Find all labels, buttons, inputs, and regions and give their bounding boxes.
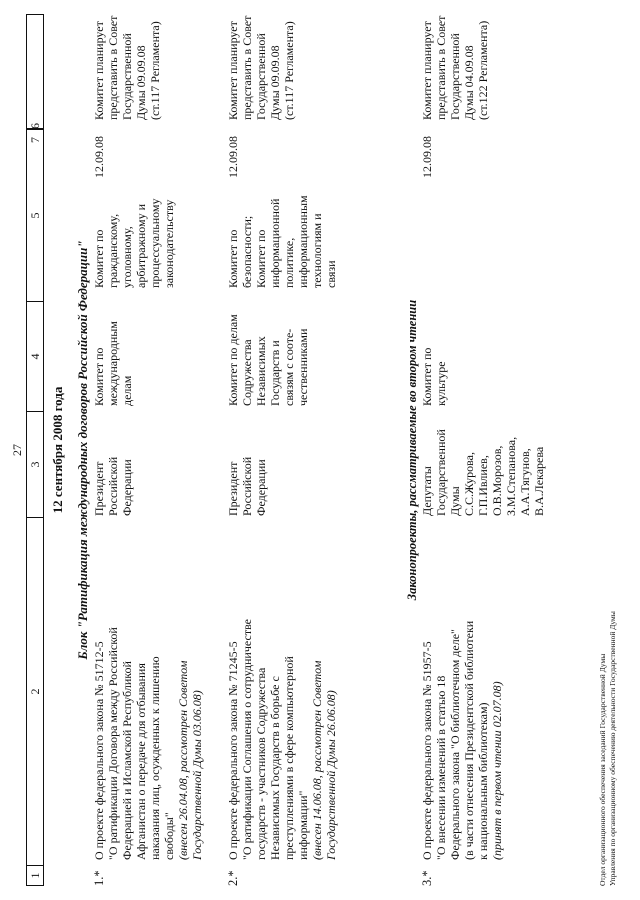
row-3-date: 12.09.08 [420,136,434,178]
row-3-initiator: Депутаты Государственной Думы С.С.Журова, Г.П.Ивлиев, О.В.Морозов, З.М.Степанова, А.А.Тягунов, В.А.Лекарева [420,429,546,516]
row-2-plan: Комитет планирует представить в Совет Государственной Думы 09.09.08 (ст.117 Регламента) [226,15,296,120]
page-number: 27 [10,444,24,456]
table-header [26,14,44,886]
row-2-note: (внесен 14.06.08, рассмотрен Советом Государственной Думы 26.06.08) [310,660,338,860]
row-1-note: (внесен 26.04.08, рассмотрен Советом Государственной Думы 03.06.08) [176,660,204,860]
block-heading: Блок "Ратификация международных договоров Российской Федерации" [75,240,90,660]
row-1-plan: Комитет планирует представить в Совет Государственной Думы 09.09.08 (ст.117 Регламента) [92,15,162,120]
header-col-1: 1 [27,865,43,885]
header-col-7: 7 [28,137,42,143]
footer-line-2: Управления по организационному обеспечению деятельности Государственной Думы [608,611,617,886]
row-2-title: О проекте федерального закона № 71245-5 "О ратификации Соглашения о сотрудничестве государств - участников Содружества Независимых Государств в борьбе с преступлениями в сфере компьютерной информации" [226,619,310,860]
row-1-date: 12.09.08 [92,136,106,178]
header-col-5: 5 [27,129,43,301]
footer-line-1: Отдел организационного обеспечения заседаний Государственной Думы [598,653,607,886]
row-1-initiator: Президент Российской Федерации [92,456,134,516]
row-2-number: 2.* [226,870,240,886]
row-2-initiator: Президент Российской Федерации [226,456,268,516]
row-3-note: (принят в первом чтении 02.07.08) [490,681,504,860]
row-3-title: О проекте федерального закона № 51957-5 "О внесении изменений в статью 18 Федерального закона "О библиотечном деле" (в части отнесения Президентской библиотеки к национальным библиотекам) [420,620,490,860]
header-col-4: 4 [27,301,43,411]
row-3-committee: Комитет по культуре [420,347,448,406]
header-col-2: 2 [27,517,43,865]
header-col-3: 3 [27,411,43,517]
row-1-committee: Комитет по международным делам [92,321,134,406]
row-3-plan: Комитет планирует представить в Совет Государственной Думы 04.09.08 (ст.122 Регламента) [420,15,490,120]
row-1-title: О проекте федерального закона № 51712-5 "О ратификации Договора между Российской Федерацией и Исламской Республикой Афганистан о передаче для отбывания наказания лиц, осужденных к лишению свободы" [92,627,176,860]
date-heading: 12 сентября 2008 года [50,386,65,514]
row-1-co-committee: Комитет по гражданскому, уголовному, арбитражному и процессуальному законодательству [92,198,176,288]
row-1-number: 1.* [92,870,106,886]
row-2-date: 12.09.08 [226,136,240,178]
row-2-co-committee: Комитет по безопасности; Комитет по информационной политике, информационным технологиям и связи [226,195,338,288]
row-2-committee: Комитет по делам Содружества Независимых Государств и связям с сооте- чественниками [226,314,310,406]
section-heading: Законопроекты, рассматриваемые во втором чтении [405,299,419,601]
row-3-number: 3.* [420,870,434,886]
header-col-6: 6 [28,123,42,129]
